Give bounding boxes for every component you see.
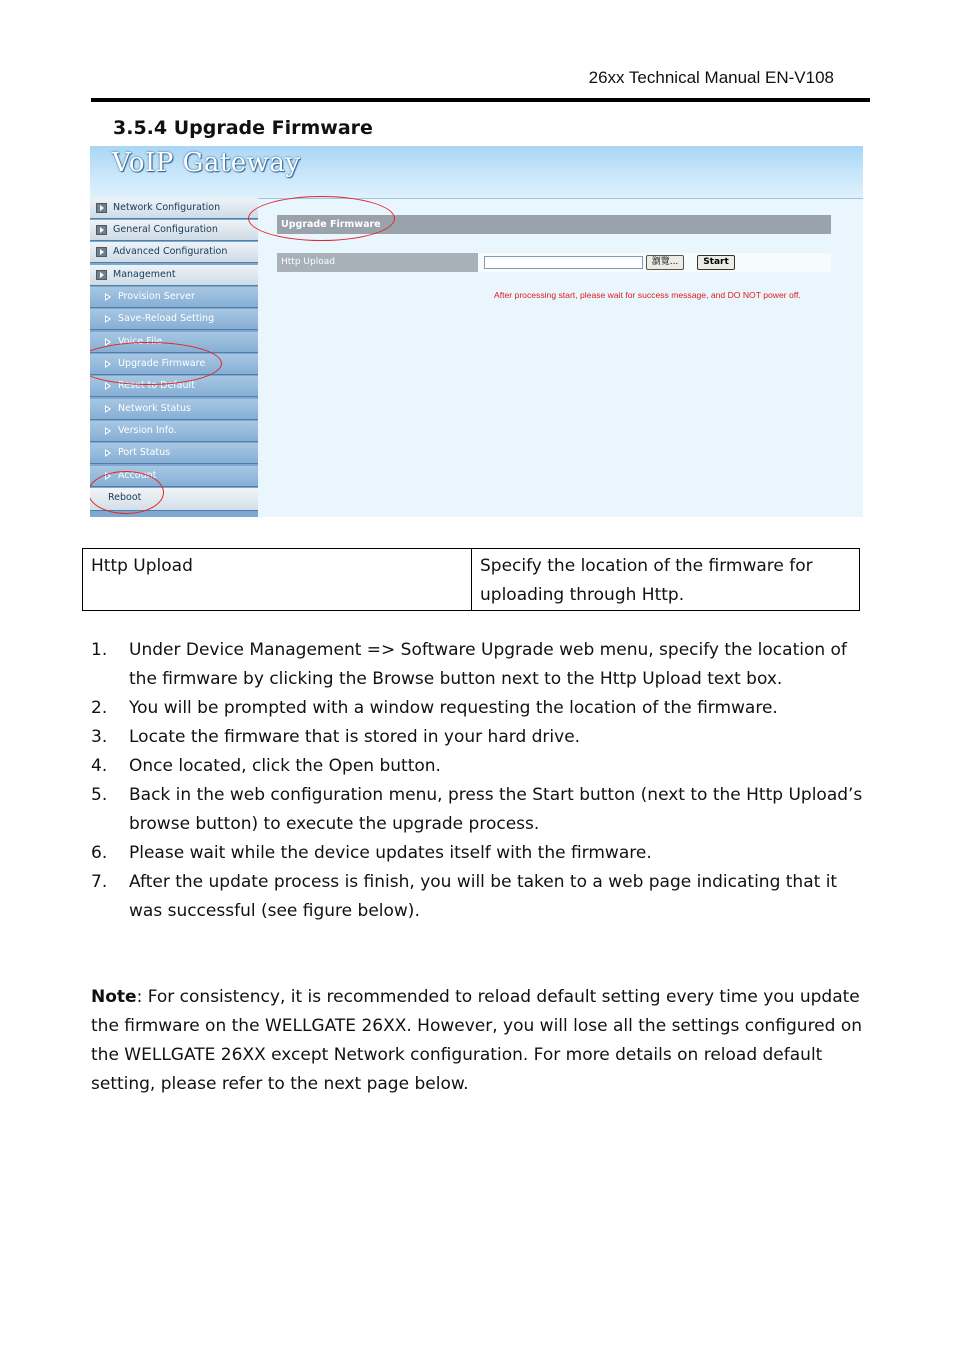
sidebar-item-label: General Configuration (113, 224, 218, 235)
step-text: Back in the web configuration menu, press the Start button (next to the Http Upload’s browse button) to execute the upgrade process. (129, 785, 863, 834)
note-label: Note (91, 987, 137, 1007)
browse-button[interactable]: 瀏覽... (646, 255, 684, 270)
step-number: 5. (91, 785, 108, 805)
sidebar-item-label: Provision Server (118, 291, 195, 302)
start-button[interactable]: Start (697, 255, 735, 270)
table-row (83, 549, 860, 611)
arrow-right-icon (105, 382, 111, 390)
expand-box-icon (96, 247, 107, 257)
note-paragraph (91, 983, 871, 1099)
list-item (91, 636, 871, 694)
http-upload-label: Http Upload (277, 253, 478, 272)
arrow-right-icon (105, 315, 111, 323)
step-text: Once located, click the Open button. (129, 756, 441, 776)
step-text: Locate the firmware that is stored in your hard drive. (129, 727, 581, 747)
sidebar-item-label: Account (118, 470, 157, 481)
step-number: 3. (91, 727, 108, 747)
sidebar-item-label: Version Info. (118, 425, 177, 436)
sidebar-item-label: Upgrade Firmware (118, 358, 206, 369)
voip-gateway-screenshot (90, 146, 863, 517)
expand-box-icon (96, 225, 107, 235)
content-title-bar: Upgrade Firmware (277, 215, 831, 234)
list-item (91, 723, 871, 752)
sidebar-item-label: Port Status (118, 447, 171, 458)
highlight-ellipse-reboot (90, 471, 164, 514)
step-text: You will be prompted with a window requesting the location of the firmware. (129, 698, 778, 718)
step-number: 7. (91, 872, 108, 892)
sidebar-item-label: Management (113, 269, 176, 280)
sidebar-item-label: Advanced Configuration (113, 246, 228, 257)
list-item (91, 694, 871, 723)
list-item (91, 839, 871, 868)
sidebar-item-provision-server[interactable] (90, 287, 258, 308)
sidebar-item-label: Reboot (108, 492, 142, 503)
sidebar-item-label: Reset to Default (118, 380, 195, 391)
step-number: 2. (91, 698, 108, 718)
sidebar-item-label: Network Status (118, 403, 191, 414)
sidebar-item-label: Network Configuration (113, 202, 221, 213)
http-upload-table (82, 548, 860, 611)
step-text: Please wait while the device updates itself with the firmware. (129, 843, 652, 863)
arrow-right-icon (105, 405, 111, 413)
sidebar-item-version-info[interactable] (90, 421, 258, 442)
section-title: 3.5.4 Upgrade Firmware (113, 117, 373, 139)
header-rule (91, 98, 870, 102)
arrow-right-icon (105, 427, 111, 435)
note-text: : For consistency, it is recommended to reload default setting every time you update the firmware on the WELLGATE 26XX. However, you will lose all the settings configured on the WELLGATE 26XX except Network configuration. For more details on reload default setting, please refer to the next page below. (91, 987, 863, 1094)
sidebar-item-label: Save-Reload Setting (118, 313, 215, 324)
highlight-ellipse-title (248, 196, 395, 241)
sidebar-item-save-reload-setting[interactable] (90, 309, 258, 330)
manual-title: 26xx Technical Manual EN-V108 (588, 68, 834, 87)
sidebar-item-general-configuration[interactable] (90, 220, 258, 241)
banner-title: VoIP Gateway (112, 148, 301, 178)
expand-box-icon (96, 203, 107, 213)
list-item (91, 868, 871, 926)
warning-message: After processing start, please wait for success message, and DO NOT power off. (494, 290, 801, 300)
list-item (91, 781, 871, 839)
sidebar-item-network-configuration[interactable] (90, 198, 258, 219)
list-item (91, 752, 871, 781)
step-number: 6. (91, 843, 108, 863)
sidebar-item-network-status[interactable] (90, 399, 258, 420)
step-text: After the update process is finish, you will be taken to a web page indicating that it was successful (see figure below). (129, 872, 838, 921)
table-field-cell: Http Upload (83, 549, 472, 611)
step-text: Under Device Management => Software Upgrade web menu, specify the location of the firmware by clicking the Browse button next to the Http Upload text box. (129, 640, 847, 689)
step-number: 4. (91, 756, 108, 776)
sidebar-item-port-status[interactable] (90, 443, 258, 464)
firmware-file-input[interactable] (484, 256, 643, 269)
sidebar-item-management[interactable] (90, 265, 258, 286)
table-description-cell: Specify the location of the firmware for uploading through Http. (472, 549, 860, 611)
arrow-right-icon (105, 449, 111, 457)
sidebar-item-advanced-configuration[interactable] (90, 242, 258, 263)
steps-list (91, 636, 871, 926)
expand-box-icon (96, 270, 107, 280)
banner (90, 146, 863, 199)
sidebar-item-label: Voice File (118, 336, 163, 347)
arrow-right-icon (105, 293, 111, 301)
step-number: 1. (91, 640, 108, 660)
